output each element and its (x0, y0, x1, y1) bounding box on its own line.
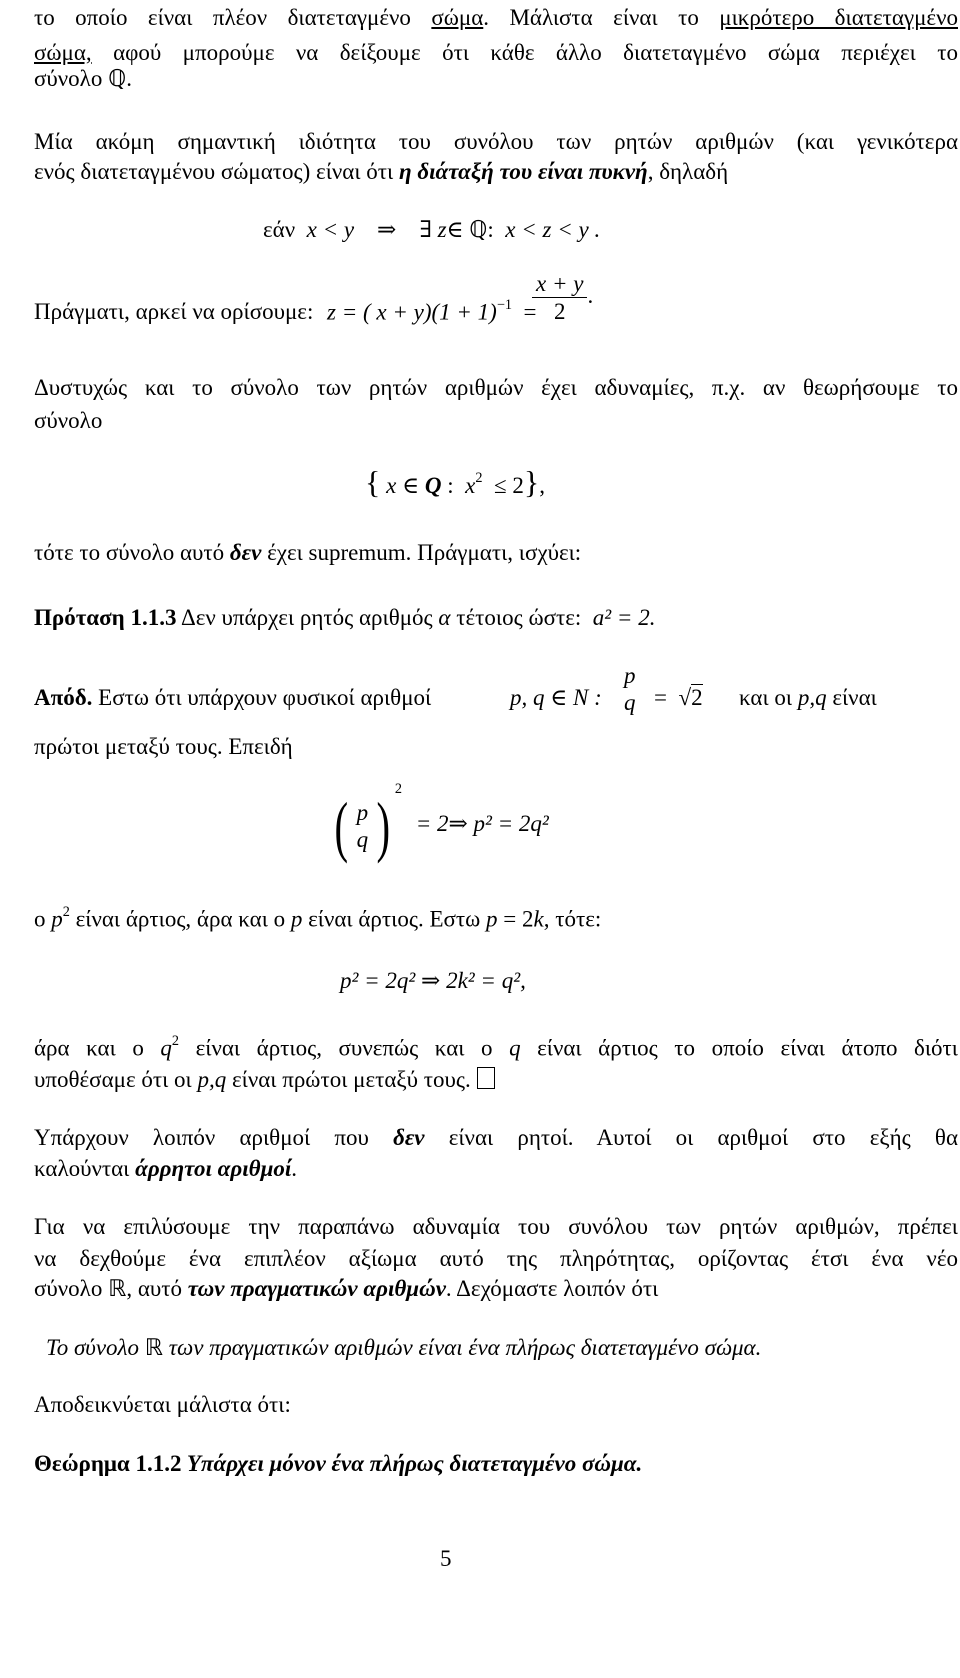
density-equation: εάν x < y ⇒ ∃ z∈ ℚ: x < z < y . (263, 217, 601, 243)
para6-line2: υποθέσαμε ότι οι p,q είναι πρώτοι μεταξύ τους. (34, 1067, 495, 1091)
para3-line2: σύνολο (34, 408, 103, 433)
choice-label: Πράγματι, αρκεί να ορίσουμε: (34, 299, 314, 324)
rationals-symbol: ℚ (108, 66, 127, 92)
proposition-1-1-3: Πρόταση 1.1.3 Δεν υπάρχει ρητός αριθμός α τέτοιος ώστε: a² = 2. (34, 605, 656, 630)
set-definition: { x ∈ Q : $x^2 \le 2$}, (365, 464, 545, 500)
proof-tail: και οι p,q είναι (739, 685, 877, 710)
proof-line1: Απόδ. Εστω ότι υπάρχουν φυσικοί αριθμοί (34, 685, 432, 710)
para1-line3: σύνολο ℚ. (34, 66, 132, 92)
para9: Αποδεικνύεται μάλιστα ότι: (34, 1392, 291, 1417)
k-equation: p² = 2q² ⇒ 2k² = q², (340, 968, 526, 993)
para1-line2: σώμα, αφού μπορούμε να δείξουμε ότι κάθε άλλο διατεταγμένο σώμα περιέχει το (34, 40, 958, 65)
para2-line1: Μία ακόμη σημαντική ιδιότητα του συνόλου των ρητών αριθμών (και γενικότερα (34, 129, 958, 154)
proof-vars: p, q ∈ N : (510, 685, 602, 710)
page-number: 5 (440, 1546, 452, 1571)
squared-equation: ( p q ) $^2$ = 2⇒ p² = 2q² (334, 780, 549, 864)
proof-line2: πρώτοι μεταξύ τους. Επειδή (34, 734, 293, 759)
theorem-1-1-2: Θεώρημα 1.1.2 Υπάρχει μόνον ένα πλήρως διατεταγμένο σώμα. (34, 1451, 643, 1476)
qed-square-icon (477, 1067, 495, 1089)
para1-line1: το οποίο είναι πλέον διατεταγμένο σώμα. Μάλιστα είναι το μικρότερο διατεταγμένο (34, 5, 958, 30)
reals-symbol: ℝ (108, 1276, 127, 1302)
proof-fraction: p q (624, 663, 636, 715)
para5: ο $p^2$ είναι άρτιος, άρα και ο p είναι άρτιος. Εστω p = 2k, τότε: (34, 903, 602, 932)
para4: τότε το σύνολο αυτό δεν έχει supremum. Πράγματι, ισχύει: (34, 540, 582, 565)
para8-line3: σύνολο ℝ, αυτό των πραγματικών αριθμών. Δεχόμαστε λοιπόν ότι (34, 1276, 659, 1302)
para8-line2: να δεχθούμε ένα επιπλέον αξίωμα αυτό της πληρότητας, ορίζοντας έτσι ένα νέο (34, 1246, 958, 1271)
choice-expression: z = ( $x + y)(1 + 1)^{-1}$ = (327, 296, 537, 325)
para6-line1: άρα και ο $q^2$ είναι άρτιος, συνεπώς και ο q είναι άρτιος το οποίο είναι άτοπο διότι (34, 1032, 958, 1061)
para7-line1: Υπάρχουν λοιπόν αριθμοί που δεν είναι ρητοί. Αυτοί οι αριθμοί στο εξής θα (34, 1125, 958, 1150)
choice-fraction: $\frac{x + y}{2}$ . (532, 272, 593, 323)
para7-line2: καλούνται άρρητοι αριθμοί. (34, 1156, 298, 1181)
para2-line2: ενός διατεταγμένου σώματος) είναι ότι η διάταξή του είναι πυκνή, δηλαδή (34, 159, 729, 184)
completeness-axiom: Το σύνολο ℝ των πραγματικών αριθμών είναι ένα πλήρως διατεταγμένο σώμα. (46, 1335, 762, 1361)
proof-sqrt: = √2 (654, 685, 703, 710)
para3-line1: Δυστυχώς και το σύνολο των ρητών αριθμών έχει αδυναμίες, π.χ. αν θεωρήσουμε το (34, 375, 958, 400)
para8-line1: Για να επιλύσουμε την παραπάνω αδυναμία του συνόλου των ρητών αριθμών, πρέπει (34, 1214, 958, 1239)
